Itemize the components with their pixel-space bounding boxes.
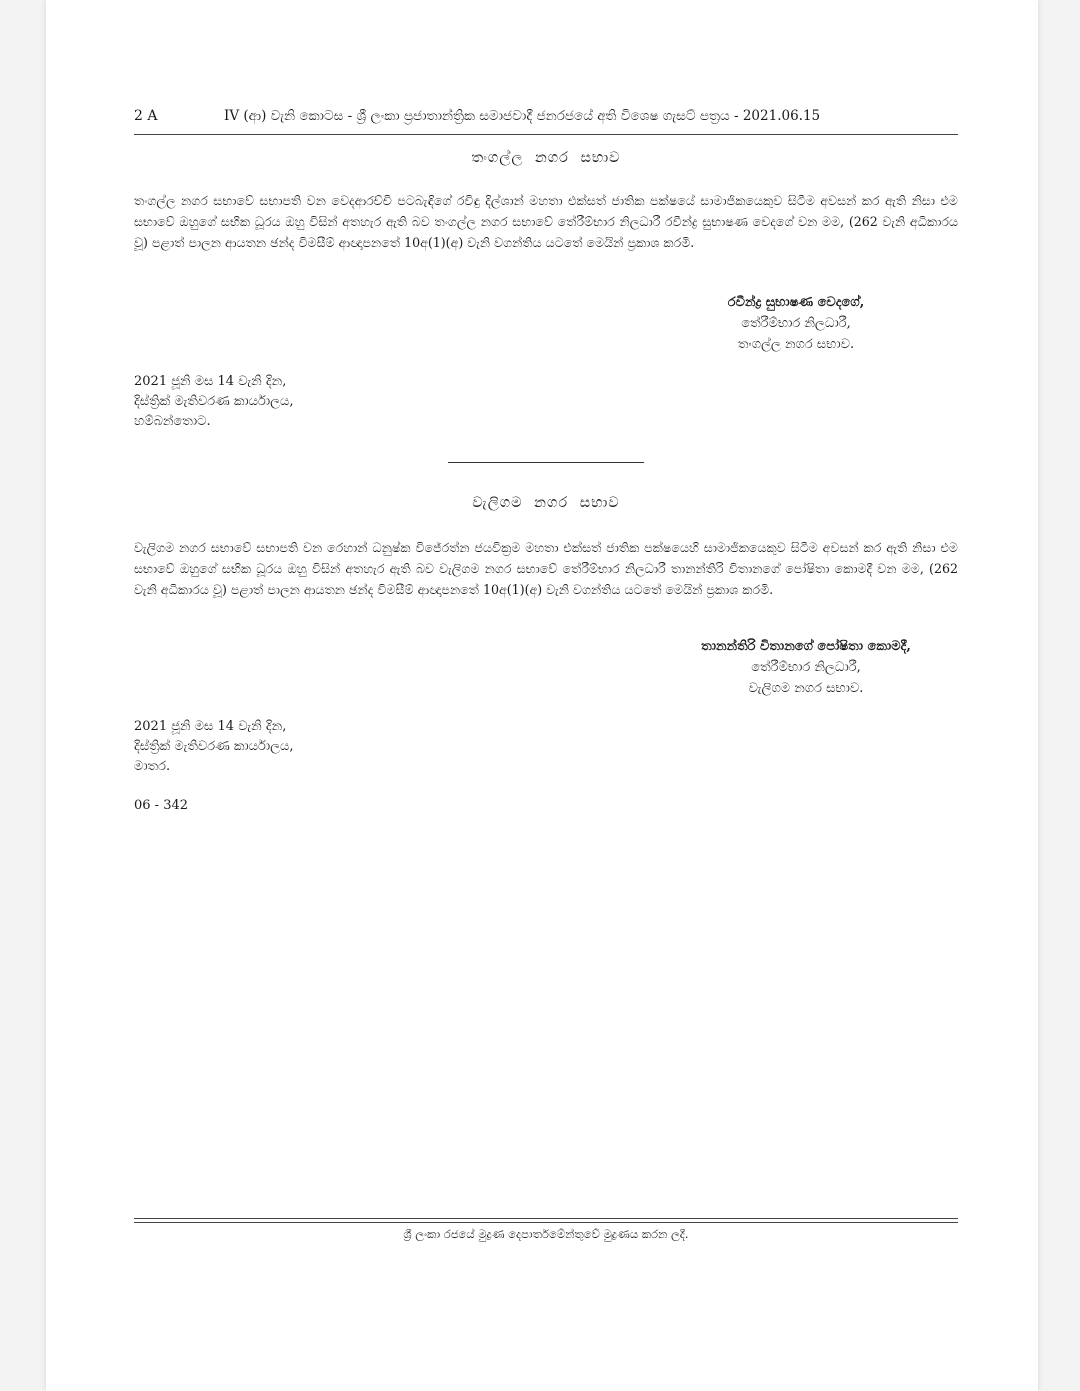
notice-1-body: තංගල්ල නගර සභාවේ සභාපති වන වෙදආරච්චි පටබැඳිගේ රවිඳු දිල්ශාන් මහතා එක්සත් ජාතික පක්ෂයේ සාමාජිකයෙකුව සිටීම අවසන් කර ඇති නිසා එම සභාවේ ඔහුගේ සභික ධූරය ඔහු විසින් අතහැර ඇති බව තංගල්ල නගර සභාවේ තේරීම්භාර නිලධාරී රවීන්ද්‍ර සුභාෂණ වෙදගේ වන මම, (262 වැනි අධිකාරය වූ) පළාත් පාලන ආයතන ඡන්ද විමසීම් ආඥාපනතේ 10අ(1)(අ) වැනි වගන්තිය යටතේ මෙයින් ප්‍රකාශ කරමි. — [134, 193, 958, 250]
notice-2-date: 2021 ජූනි මස 14 වැනි දින, — [134, 719, 287, 734]
notice-2-date-block — [134, 717, 294, 777]
notice-1-date: 2021 ජූනි මස 14 වැනි දින, — [134, 374, 287, 389]
notice-2-office: දිස්ත්‍රික් මැතිවරණ කාර්යාලය, — [134, 739, 294, 754]
notice-2-signatory-designation: තේරීම්භාර නිලධාරී, — [751, 660, 861, 675]
footer-rule — [134, 1218, 958, 1223]
gazette-title: IV (ආ) වැනි කොටස - ශ්‍රී ලංකා ප්‍රජාතාන්ත්‍රික සමාජවාදී ජනරජයේ අති විශෙෂ ගැසට් පත්‍රය - 2021.06.15 — [224, 108, 821, 124]
notice-2-signatory-body: වැලිගම නගර සභාව. — [748, 681, 864, 696]
gazette-page — [46, 0, 1038, 1391]
notice-1-title: තංගල්ල නගර සභාව — [471, 150, 621, 166]
notice-1-date-block — [134, 372, 294, 432]
notice-1-signatory-body: තංගල්ල නගර සභාව. — [737, 337, 855, 352]
notice-2-place: මාතර. — [134, 759, 171, 774]
section-divider — [448, 462, 644, 463]
notice-1-signature — [696, 292, 896, 355]
notice-2-body: වැලිගම නගර සභාවේ සභාපති වන රෙහාන් ධනුෂ්ක විජේරත්න ජයවික්‍රම මහතා එක්සත් ජාතික පක්ෂයෙහි සාමාජිකයෙකුව සිටීම අවසන් කර ඇති නිසා එම සභාවේ ඔහුගේ සභික ධූරය ඔහු විසින් අතහැර ඇති බව වැලිගම නගර සභාවේ තේරීම්භාර නිලධාරී තානන්තිරි විතානගේ පෝෂිතා කොමදී වන මම, (262 වැනි අධිකාරය වූ) පළාත් පාලන ආයතන ඡන්ද විමසීම් ආඥාපනතේ 10අ(1)(අ) වැනි වගන්තිය යටතේ මෙයින් ප්‍රකාශ කරමි. — [134, 540, 958, 597]
notice-2-signature — [676, 636, 936, 699]
header-rule — [134, 134, 958, 135]
notice-1-office: දිස්ත්‍රික් මැතිවරණ කාර්යාලය, — [134, 394, 294, 409]
notice-1-place: හම්බන්තොට. — [134, 414, 211, 429]
notice-2-title: වැලිගම නගර සභාව — [472, 495, 620, 511]
notice-1-signatory-designation: තේරීම්භාර නිලධාරී, — [741, 316, 851, 331]
page-header — [134, 108, 958, 130]
page-number: 2 A — [134, 108, 158, 124]
printer-note: ශ්‍රී ලංකා රජයේ මුද්‍රණ දෙපාර්තමේන්තුවේ මුද්‍රණය කරන ලදී. — [403, 1227, 689, 1241]
reference-number: 06 - 342 — [134, 798, 189, 813]
notice-1-signatory-name: රවීන්ද්‍ර සුභාෂණ වෙදගේ, — [727, 295, 865, 310]
notice-2-signatory-name: තානන්තිරි විතානගේ පෝෂිතා කොමදී, — [701, 639, 911, 654]
